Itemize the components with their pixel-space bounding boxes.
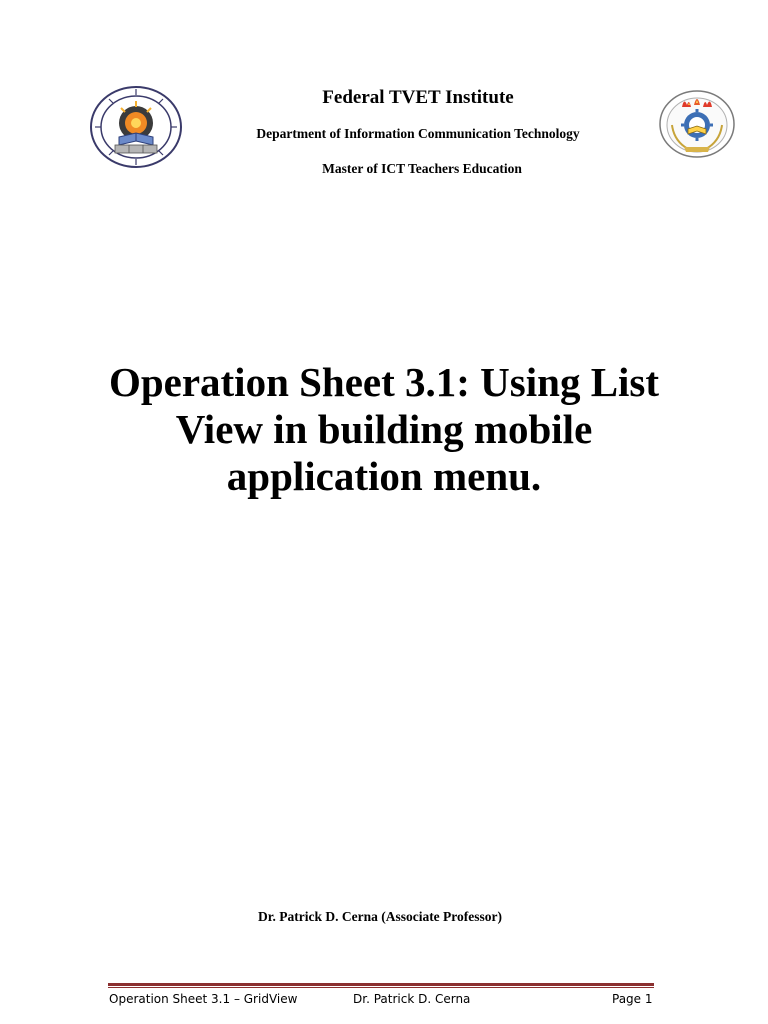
department-name: Department of Information Communication Technology xyxy=(256,126,580,141)
footer-center-text: Dr. Patrick D. Cerna xyxy=(353,992,471,1006)
program-name: Master of ICT Teachers Education xyxy=(322,161,522,176)
institute-name: Federal TVET Institute xyxy=(322,87,514,108)
author-line: Dr. Patrick D. Cerna (Associate Professor) xyxy=(257,909,503,924)
footer-left-text: Operation Sheet 3.1 – GridView xyxy=(109,992,298,1006)
footer-divider xyxy=(108,983,654,989)
footer-divider-thick xyxy=(108,983,654,986)
document-title: Operation Sheet 3.1: Using List View in building mobile application menu. xyxy=(108,359,660,499)
footer-divider-thin xyxy=(108,987,654,988)
footer-page-number: Page 1 xyxy=(612,992,653,1006)
